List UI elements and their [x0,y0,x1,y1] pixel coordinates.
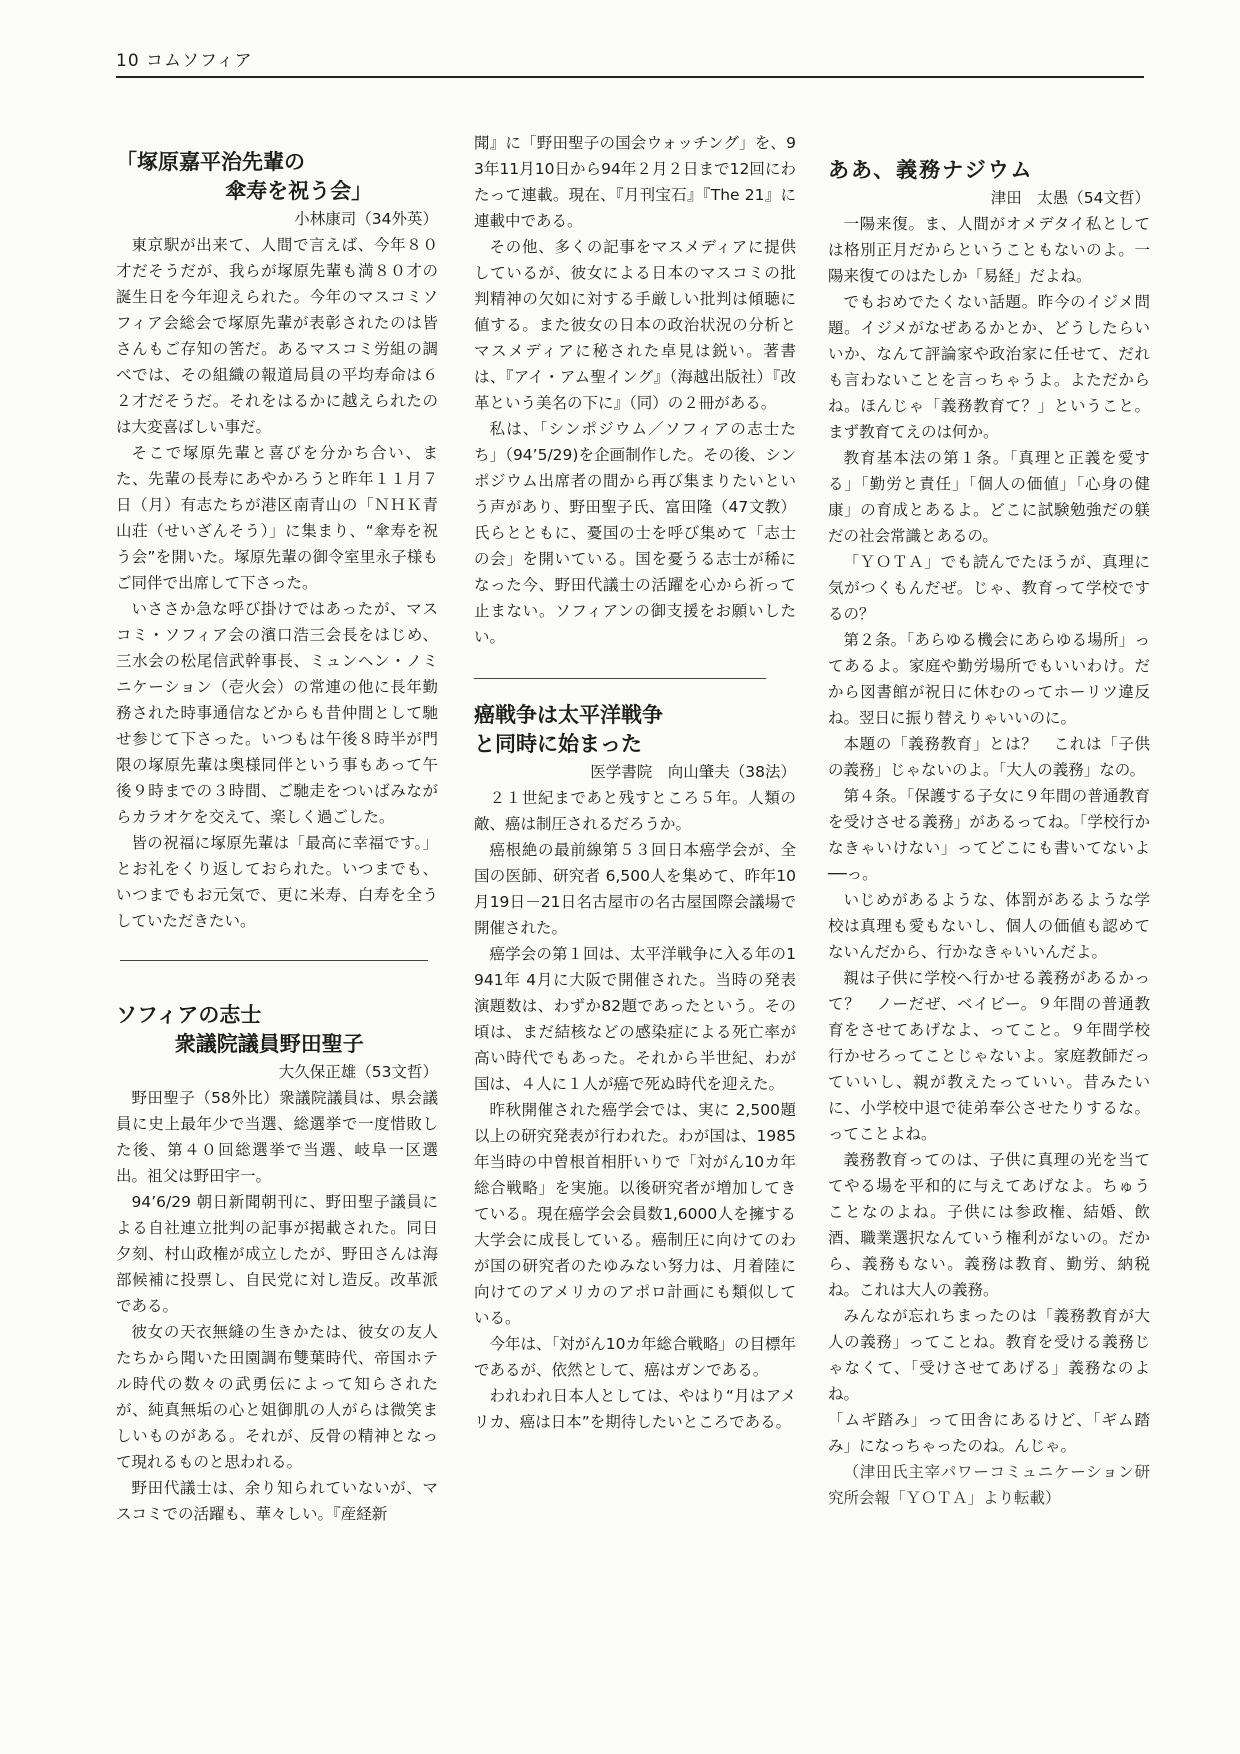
paragraph: 一陽来復。ま、人間がオメデタイ私としては格別正月だからということもないのよ。一陽来復てのはたしか「易経」だよね。 [828,215,1150,285]
title-line: 衆議院議員野田聖子 [174,1032,364,1056]
column-3 [828,100,1150,1511]
article-title [474,701,796,759]
paragraph: 今年は、「対がん10カ年総合戦略」の目標年であるが、依然として、癌はガンである。 [474,1335,796,1379]
paragraph: 野田聖子（58外比）衆議院議員は、県会議員に史上最年少で当選、総選挙で一度惜敗した後、第４０回総選挙で当選、岐阜一区選出。祖父は野田宇一。 [116,1089,438,1185]
paragraph: 癌学会の第１回は、太平洋戦争に入る年の1941年 4月に大阪で開催された。当時の発表演題数は、わずか82題であったという。その頃は、まだ結核などの感染症による死亡率が高い時代でもあった。それから半世紀、わが国は、４人に１人が癌で死ぬ時代を迎えた。 [474,945,796,1093]
paragraph: 昨秋開催された癌学会では、実に 2,500題以上の研究発表が行われた。わが国は、1985年当時の中曽根首相肝いりで「対がん10カ年総合戦略」を実施。以後研究者が増加してきている。現在癌学会会員数1,6000人を擁する大学会に成長している。癌制圧に向けてのわが国の研究者のたゆみない努力は、月着陸に向けてのアメリカのアポロ計画にも類似している。 [474,1101,796,1327]
paragraph: ２１世紀まであと残すところ５年。人類の敵、癌は制圧されるだろうか。 [474,789,796,833]
paragraph: 野田代議士は、余り知られていないが、マスコミでの活躍も、華々しい。『産経新 [116,1479,438,1523]
author-byline: 医学書院 向山肇夫（38法） [590,763,796,781]
author-byline: 津田 太愚（54文哲） [990,189,1150,207]
paragraph: そこで塚原先輩と喜びを分かち合い、また、先輩の長寿にあやかろうと昨年１１月７日（月）有志たちが港区南青山の「ＮＨＫ青山荘（せいざんそう）」に集まり、“傘寿を祝う会”を開いた。塚原先輩の御令室里永子様もご同伴で出席して下さった。 [116,444,438,592]
paragraph: でもおめでたくない話題。昨今のイジメ問題。イジメがなぜあるかとか、どうしたらいいか、なんて評論家や政治家に任せて、だれも言わないことを言っちゃうよ。よただからね。ほんじゃ「義務教育て？」ということ。まず教育てえのは何か。 [828,293,1150,441]
title-line: ソフィアの志士 [116,1003,262,1027]
paragraph: みんなが忘れちまったのは「義務教育が大人の義務」ってことね。教育を受ける義務じゃなくて、「受けさせてあげる」義務なのよね。 [828,1307,1150,1403]
paragraph: 義務教育ってのは、子供に真理の光を当ててやる場を平和的に与えてあげなよ。ちゅうことなのよね。子供には参政権、結婚、飲酒、職業選択なんていう権利がないの。だから、義務もない。義務は教育、勤労、納税ね。これは大人の義務。 [828,1151,1150,1299]
column-1 [116,100,438,1527]
article-title [116,148,438,206]
author-byline: 大久保正雄（53文哲） [278,1063,438,1081]
paragraph: 94’6/29 朝日新聞朝刊に、野田聖子議員による自社連立批判の記事が掲載された。同日夕刻、村山政権が成立したが、野田さんは海部候補に投票し、自民党に対し造反。改革派である。 [116,1193,438,1315]
paragraph: 聞』に「野田聖子の国会ウォッチング」を、93年11月10日から94年２月２日まで12回にわたって連載。現在、『月刊宝石』『The 21』に連載中である。 [474,134,796,230]
paragraph: いささか急な呼び掛けではあったが、マスコミ・ソフィア会の濱口浩三会長をはじめ、三水会の松尾信武幹事長、ミュンヘン・ノミニケーション（壱火会）の常連の他に長年勤務された時事通信などからも昔仲間として馳せ参じて下さった。いつもは午後８時半が門限の塚原先輩は奥様同伴という事もあって午後９時までの３時間、ご馳走をついばみながらカラオケを交えて、楽しく過ごした。 [116,600,438,826]
title-line: 「塚原嘉平治先輩の [116,150,305,174]
author-byline: 小林康司（34外英） [294,210,438,228]
paragraph: 癌根絶の最前線第５３回日本癌学会が、全国の医師、研究者 6,500人を集めて、昨年10月19日－21日名古屋市の名古屋国際会議場で開催された。 [474,841,796,937]
page-header: 10 コムソフィア [116,51,253,71]
title-line: と同時に始まった [474,732,642,756]
title-line: 癌戦争は太平洋戦争 [474,703,663,727]
column-2 [474,100,796,1435]
paragraph: 「ムギ踏み」って田舎にあるけど、「ギム踏み」になっちゃったのね。んじゃ。 [828,1411,1150,1455]
paragraph: 教育基本法の第１条。「真理と正義を愛する」「勤労と責任」「個人の価値」「心身の健康」の育成とあるよ。どこに試験勉強だの躾だの社会常識とあるの。 [828,449,1150,545]
reprint-note: （津田氏主宰パワーコミュニケーション研究所会報「ＹＯＴＡ」より転載） [828,1463,1150,1507]
paragraph: 彼女の天衣無縫の生きかたは、彼女の友人たちから聞いた田園調布雙葉時代、帝国ホテル時代の数々の武勇伝によって知らされたが、純真無垢の心と姐御肌の人がらは微笑ましいものがある。それが、反骨の精神となって現れるものと思われる。 [116,1323,438,1471]
paragraph: 私は、「シンポジウム／ソフィアの志士たち」（94’5/29)を企画制作した。その後、シンポジウム出席者の間から再び集まりたいという声があり、野田聖子氏、富田隆（47文教）氏らとともに、憂国の士を呼び集めて「志士の会」を開いている。国を憂うる志士が稀になった今、野田代議士の活躍を心から祈って止まない。ソフィアンの御支援をお願いしたい。 [474,420,796,646]
article-title: ああ、義務ナジウム [828,158,1034,182]
paragraph: 親は子供に学校へ行かせる義務があるかって？ ノーだぜ、ベイビー。９年間の普通教育をさせてあげなよ、ってこと。９年間学校行かせろってことじゃないよ。家庭教師だっていいし、親が教えたっていい。昔みたいに、小学校中退で徒弟奉公させたりするな。ってことよね。 [828,969,1150,1143]
paragraph: その他、多くの記事をマスメディアに提供しているが、彼女による日本のマスコミの批判精神の欠如に対する手厳しい批判は傾聴に値する。また彼女の日本の政治状況の分析とマスメディアに秘された卓見は鋭い。著書は、『アイ・アム聖イング』（海越出版社）『改革という美名の下に』（同）の２冊がある。 [474,238,796,412]
paragraph: 東京駅が出来て、人間で言えば、今年８０才だそうだが、我らが塚原先輩も満８０才の誕生日を今年迎えられた。今年のマスコミソフィア会総会で塚原先輩が表彰されたのは皆さんもご存知の筈だ。あるマスコミ労組の調べでは、その組織の報道局員の平均寿命は６２才だそうだ。それをはるかに越えられたのは大変喜ばしい事だ。 [116,236,438,436]
paragraph: 第２条。「あらゆる機会にあらゆる場所」ってあるよ。家庭や勤労場所でもいいわけ。だから図書館が祝日に休むのってホーリツ違反ね。翌日に振り替えりゃいいのに。 [828,631,1150,727]
article-title [116,1001,438,1059]
paragraph: 「ＹＯＴＡ」でも読んでたほうが、真理に気がつくもんだぜ。じゃ、教育って学校でするの？ [828,553,1150,623]
title-line: 傘寿を祝う会」 [225,179,373,203]
paragraph: われわれ日本人としては、やはり“月はアメリカ、癌は日本”を期待したいところである。 [474,1387,796,1431]
header-rule [116,76,1144,78]
paragraph: 本題の「義務教育」とは？ これは「子供の義務」じゃないのよ。「大人の義務」なの。 [828,735,1150,779]
paragraph: 第４条。「保護する子女に９年間の普通教育を受けさせる義務」があるってね。「学校行かなきゃいけない」ってどこにも書いてないよ ──っ。 [828,787,1150,883]
paragraph: 皆の祝福に塚原先輩は「最高に幸福です。」とお礼をくり返しておられた。いつまでも、いつまでもお元気で、更に米寿、白寿を全うしていただきたい。 [116,834,438,930]
paragraph: いじめがあるような、体罰があるような学校は真理も愛もないし、個人の価値も認めてないんだから、行かなきゃいいんだよ。 [828,891,1150,961]
